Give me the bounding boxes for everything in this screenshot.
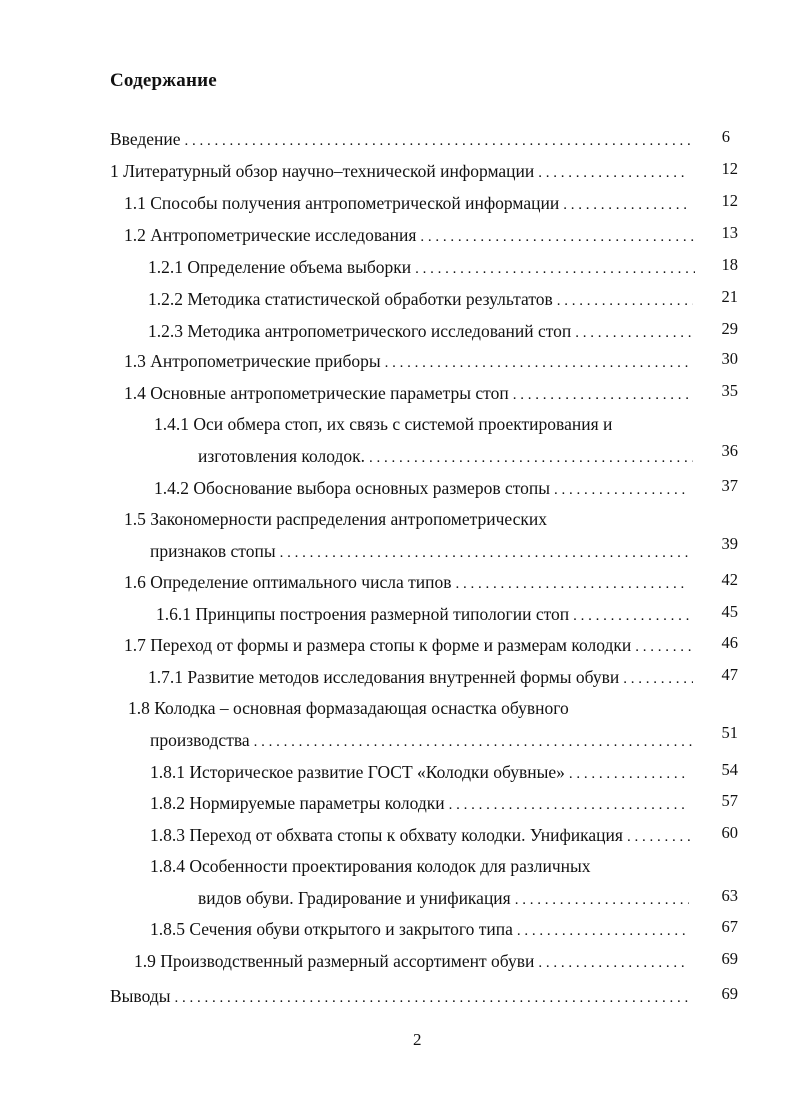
toc-page-number: 42 xyxy=(721,570,738,589)
toc-entry-1-1[interactable] xyxy=(124,192,689,216)
toc-page-number: 67 xyxy=(721,917,738,936)
toc-page-number: 54 xyxy=(721,760,738,779)
dot-leader xyxy=(554,479,685,501)
dot-leader xyxy=(515,889,689,911)
toc-page-number: 21 xyxy=(721,287,738,306)
toc-entry-text: 1.2.1 Определение объема выборки xyxy=(148,257,412,277)
toc-entry-text: 1.8.2 Нормируемые параметры колодки xyxy=(150,793,445,813)
toc-entry-1-4-1-line1[interactable]: 1.4.1 Оси обмера стоп, их связь с системой проектирования и xyxy=(154,414,613,434)
dot-leader xyxy=(455,573,689,595)
toc-entry-1-4-1[interactable] xyxy=(198,445,693,469)
toc-entry-introduction[interactable] xyxy=(110,128,695,152)
toc-entry-text: 1.8.5 Сечения обуви открытого и закрытого типа xyxy=(150,919,513,939)
toc-page-number: 18 xyxy=(721,255,738,274)
page-number: 2 xyxy=(413,1030,422,1049)
dot-leader xyxy=(280,542,693,564)
toc-entry-text: 1.6.1 Принципы построения размерной типологии стоп xyxy=(156,604,570,624)
toc-entry-1-8-5[interactable] xyxy=(150,918,687,942)
dot-leader xyxy=(538,162,685,184)
toc-page-number: 45 xyxy=(721,602,738,621)
toc-entry-1-8-2[interactable] xyxy=(150,792,689,816)
toc-entry-1-5[interactable] xyxy=(150,540,693,564)
dot-leader xyxy=(369,447,693,469)
toc-entry-text: 1.8.1 Историческое развитие ГОСТ «Колодки обувные» xyxy=(150,762,565,782)
dot-leader xyxy=(449,794,689,816)
toc-page-number: 13 xyxy=(721,223,738,242)
dot-leader xyxy=(385,352,689,374)
toc-entry-1-8[interactable] xyxy=(150,729,693,753)
dot-leader xyxy=(174,987,693,1009)
toc-entry-1-3[interactable] xyxy=(124,350,689,374)
dot-leader xyxy=(557,290,693,312)
toc-page-number: 60 xyxy=(721,823,738,842)
dot-leader xyxy=(415,258,695,280)
toc-entry-text: видов обуви. Градирование и унификация xyxy=(198,888,511,908)
toc-page-number: 69 xyxy=(721,949,738,968)
toc-entry-text: Выводы xyxy=(110,986,171,1006)
dot-leader xyxy=(627,826,693,848)
dot-leader xyxy=(538,952,685,974)
toc-page-number: 57 xyxy=(721,791,738,810)
toc-page-number: 6 xyxy=(721,127,730,146)
toc-entry-chapter-1[interactable] xyxy=(110,160,685,184)
toc-entry-text: 1.8.3 Переход от обхвата стопы к обхвату колодки. Унификация xyxy=(150,825,623,845)
toc-entry-1-9[interactable] xyxy=(134,950,685,974)
toc-entry-text: изготовления колодок. xyxy=(198,446,366,466)
toc-entry-conclusions[interactable] xyxy=(110,985,693,1009)
toc-page-number: 39 xyxy=(721,534,738,553)
dot-leader xyxy=(254,731,693,753)
toc-page-number: 46 xyxy=(721,633,738,652)
toc-entry-text: 1.4.2 Обоснование выбора основных размеров стопы xyxy=(154,478,551,498)
dot-leader xyxy=(623,668,693,690)
toc-entry-text: Введение xyxy=(110,129,181,149)
toc-entry-1-8-4-line1[interactable]: 1.8.4 Особенности проектирования колодок для различных xyxy=(150,856,591,876)
toc-entry-1-2[interactable] xyxy=(124,224,695,248)
toc-entry-text: 1 Литературный обзор научно–технической информации xyxy=(110,161,535,181)
dot-leader xyxy=(569,763,687,785)
toc-entry-1-8-4[interactable] xyxy=(198,887,689,911)
dot-leader xyxy=(185,130,695,152)
toc-entry-text: производства xyxy=(150,730,250,750)
toc-entry-text: 1.7.1 Развитие методов исследования внутренней формы обуви xyxy=(148,667,620,687)
dot-leader xyxy=(420,226,695,248)
dot-leader xyxy=(513,384,689,406)
toc-page-number: 12 xyxy=(721,191,738,210)
toc-entry-1-6[interactable] xyxy=(124,571,689,595)
toc-page-number: 29 xyxy=(721,319,738,338)
toc-entry-text: 1.4 Основные антропометрические параметры стоп xyxy=(124,383,509,403)
dot-leader xyxy=(517,920,687,942)
dot-leader xyxy=(573,605,689,627)
dot-leader xyxy=(575,322,693,344)
toc-entry-text: 1.2.2 Методика статистической обработки результатов xyxy=(148,289,553,309)
dot-leader xyxy=(635,636,693,658)
toc-entry-1-2-3[interactable] xyxy=(148,320,693,344)
toc-entry-1-8-1[interactable] xyxy=(150,761,687,785)
toc-page-number: 37 xyxy=(721,476,738,495)
toc-page-number: 35 xyxy=(721,381,738,400)
toc-entry-1-7-1[interactable] xyxy=(148,666,693,690)
toc-page-number: 30 xyxy=(721,349,738,368)
toc-entry-1-8-3[interactable] xyxy=(150,824,693,848)
toc-entry-text: 1.2 Антропометрические исследования xyxy=(124,225,417,245)
toc-entry-1-6-1[interactable] xyxy=(156,603,689,627)
toc-entry-1-2-2[interactable] xyxy=(148,288,693,312)
toc-entry-text: 1.6 Определение оптимального числа типов xyxy=(124,572,452,592)
toc-page-number: 12 xyxy=(721,159,738,178)
toc-entry-text: признаков стопы xyxy=(150,541,276,561)
toc-entry-1-5-line1[interactable]: 1.5 Закономерности распределения антропометрических xyxy=(124,509,547,529)
toc-page-number: 69 xyxy=(721,984,738,1003)
toc-entry-1-8-line1[interactable]: 1.8 Колодка – основная формазадающая оснастка обувного xyxy=(128,698,569,718)
toc-page-number: 47 xyxy=(721,665,738,684)
toc-entry-text: 1.9 Производственный размерный ассортимент обуви xyxy=(134,951,535,971)
toc-entry-1-4-2[interactable] xyxy=(154,477,685,501)
toc-page-number: 36 xyxy=(721,441,738,460)
page-title: Содержание xyxy=(110,70,217,91)
toc-page-number: 63 xyxy=(721,886,738,905)
toc-entry-text: 1.3 Антропометрические приборы xyxy=(124,351,381,371)
toc-entry-1-7[interactable] xyxy=(124,634,693,658)
toc-entry-text: 1.2.3 Методика антропометрического исследований стоп xyxy=(148,321,572,341)
toc-page-number: 51 xyxy=(721,723,738,742)
dot-leader xyxy=(563,194,689,216)
toc-entry-text: 1.7 Переход от формы и размера стопы к форме и размерам колодки xyxy=(124,635,632,655)
toc-entry-text: 1.1 Способы получения антропометрической информации xyxy=(124,193,560,213)
toc-entry-1-4[interactable] xyxy=(124,382,689,406)
toc-entry-1-2-1[interactable] xyxy=(148,256,695,280)
